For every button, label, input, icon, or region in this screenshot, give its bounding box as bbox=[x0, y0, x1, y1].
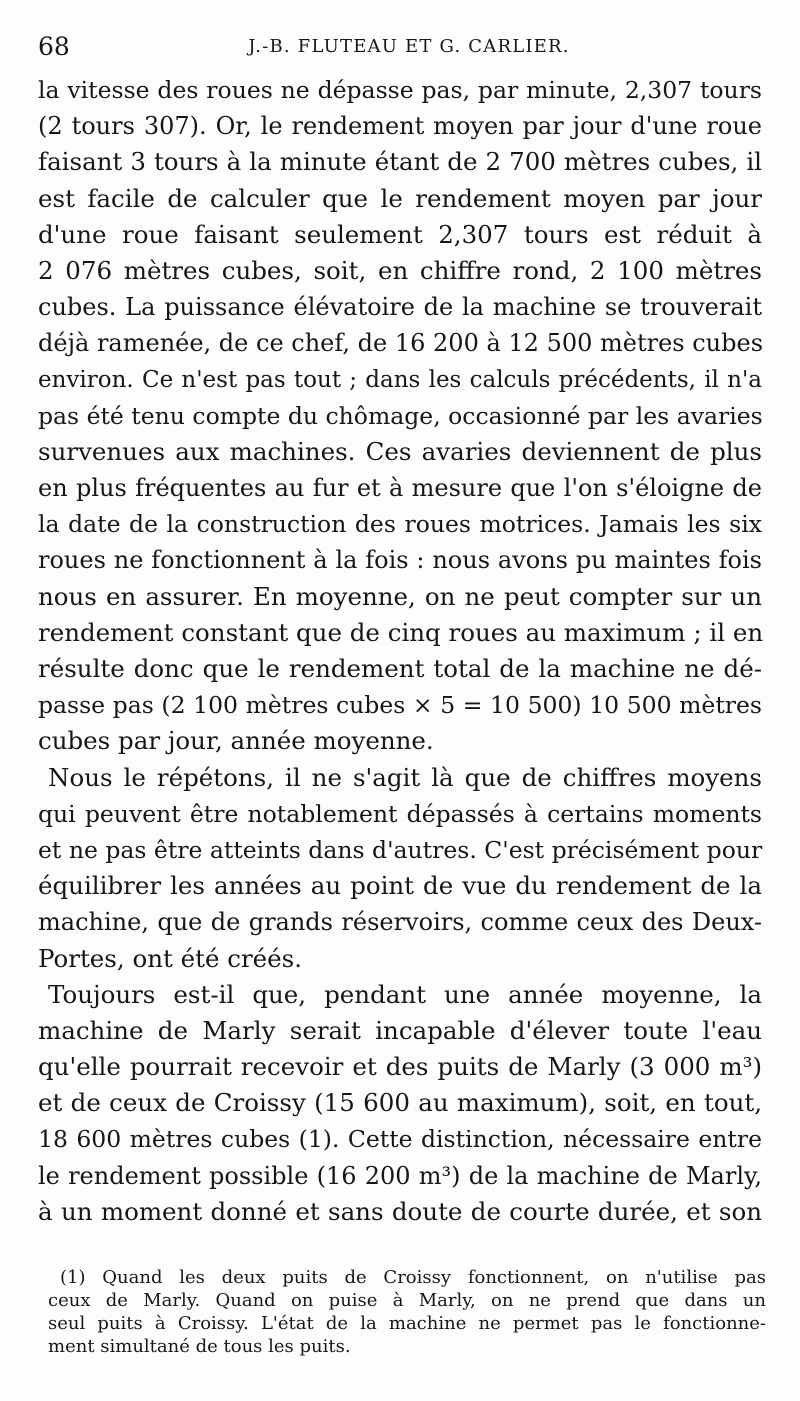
page-number: 68 bbox=[38, 32, 70, 61]
text-line: résulte donc que le rendement total de la machine ne dé- bbox=[38, 654, 762, 683]
footnote-line: seul puits à Croissy. L'état de la machine ne permet pas le fonctionne- bbox=[48, 1313, 766, 1334]
paragraph-end-line: Portes, ont été créés. bbox=[38, 943, 303, 973]
body-text bbox=[38, 72, 762, 1230]
text-line: 2 076 mètres cubes, soit, en chiffre rond, 2 100 mètres bbox=[38, 255, 762, 285]
footnotes bbox=[48, 1266, 766, 1358]
footnote-line: ceux de Marly. Quand on puise à Marly, on ne prend que dans un bbox=[48, 1290, 766, 1311]
text-line: passe pas (2 100 mètres cubes × 5 = 10 500) 10 500 mètres bbox=[38, 691, 762, 720]
text-line: qu'elle pourrait recevoir et des puits de Marly (3 000 m³) bbox=[38, 1052, 762, 1082]
text-line: d'une roue faisant seulement 2,307 tours est réduit à bbox=[38, 219, 762, 249]
text-line: 18 600 mètres cubes (1). Cette distinction, nécessaire entre bbox=[38, 1125, 762, 1154]
text-line: pas été tenu compte du chômage, occasionné par les avaries bbox=[38, 401, 763, 430]
text-line: et de ceux de Croissy (15 600 au maximum), soit, en tout, bbox=[38, 1088, 762, 1118]
page-header bbox=[38, 30, 760, 64]
text-line: cubes. La puissance élévatoire de la machine se trouverait bbox=[38, 293, 762, 322]
text-line: machine de Marly serait incapable d'élever toute l'eau bbox=[38, 1015, 762, 1045]
text-line: en plus fréquentes au fur et à mesure que l'on s'éloigne de bbox=[38, 474, 762, 503]
footnote-line: ment simultané de tous les puits. bbox=[48, 1336, 351, 1357]
text-line: environ. Ce n'est pas tout ; dans les calculs précédents, il n'a bbox=[38, 366, 762, 393]
text-line: à un moment donné et sans doute de courte durée, et son bbox=[38, 1196, 762, 1226]
text-line: et ne pas être atteints dans d'autres. C'est précisément pour bbox=[38, 835, 763, 864]
text-line: équilibrer les années au point de vue du rendement de la bbox=[38, 871, 762, 901]
text-line: le rendement possible (16 200 m³) de la machine de Marly, bbox=[38, 1161, 762, 1190]
text-line: rendement constant que de cinq roues au maximum ; il en bbox=[38, 617, 764, 647]
text-line: qui peuvent être notablement dépassés à certains moments bbox=[38, 799, 762, 828]
text-line: (2 tours 307). Or, le rendement moyen par jour d'une roue bbox=[38, 112, 762, 141]
text-line: survenues aux machines. Ces avaries deviennent de plus bbox=[38, 436, 762, 466]
text-line: déjà ramenée, de ce chef, de 16 200 à 12 500 mètres cubes bbox=[38, 329, 764, 358]
text-line: la date de la construction des roues motrices. Jamais les six bbox=[38, 510, 762, 539]
text-line: nous en assurer. En moyenne, on ne peut compter sur un bbox=[38, 581, 762, 611]
text-line: faisant 3 tours à la minute étant de 2 700 mètres cubes, il bbox=[38, 147, 762, 177]
text-line: roues ne fonctionnent à la fois : nous avons pu maintes fois bbox=[38, 546, 762, 575]
footnote-line: (1) Quand les deux puits de Croissy fonctionnent, on n'utilise pas bbox=[60, 1267, 766, 1288]
running-head: J.-B. FLUTEAU ET G. CARLIER. bbox=[248, 36, 570, 57]
paragraph-start-line: Toujours est-il que, pendant une année moyenne, la bbox=[48, 979, 762, 1009]
text-line: machine, que de grands réservoirs, comme ceux des Deux- bbox=[38, 908, 762, 937]
text-line: est facile de calculer que le rendement moyen par jour bbox=[38, 183, 762, 213]
paragraph-start-line: Nous le répétons, il ne s'agit là que de chiffres moyens bbox=[48, 762, 762, 792]
text-line: la vitesse des roues ne dépasse pas, par minute, 2,307 tours bbox=[38, 76, 762, 104]
paragraph-end-line: cubes par jour, année moyenne. bbox=[38, 726, 434, 756]
